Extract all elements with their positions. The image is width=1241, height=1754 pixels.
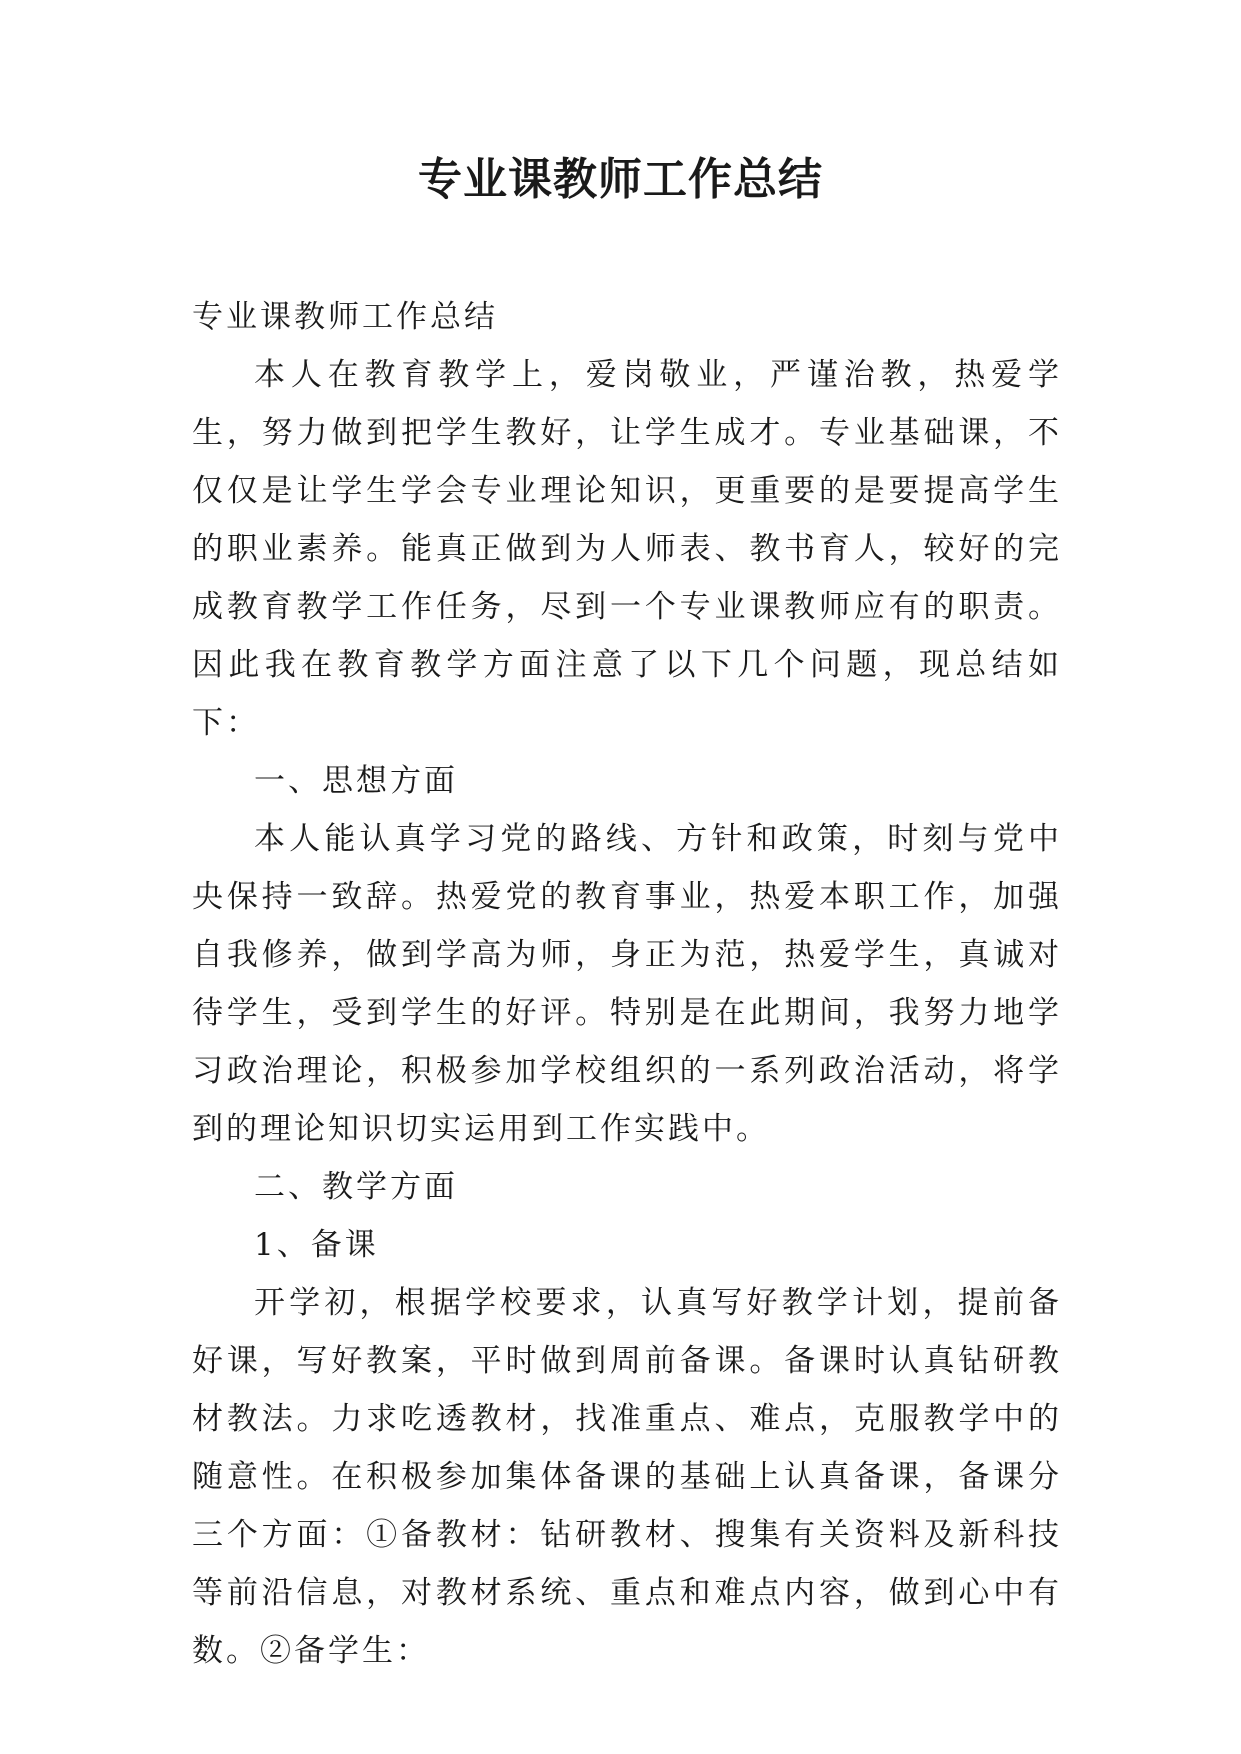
document-body xyxy=(192,288,1062,1680)
section-heading-thought: 一、思想方面 xyxy=(254,763,458,799)
paragraph-lesson-prep: 开学初，根据学校要求，认真写好教学计划，提前备好课，写好教案，平时做到周前备课。备课时认真钻研教材教法。力求吃透教材，找准重点、难点，克服教学中的随意性。在积极参加集体备课的基础上认真备课，备课分三个方面：①备教材：钻研教材、搜集有关资料及新科技等前沿信息，对教材系统、重点和难点内容，做到心中有数。②备学生： xyxy=(192,1285,1062,1669)
paragraph-thought: 本人能认真学习党的路线、方针和政策，时刻与党中央保持一致辞。热爱党的教育事业，热爱本职工作，加强自我修养，做到学高为师，身正为范，热爱学生，真诚对待学生，受到学生的好评。特别是在此期间，我努力地学习政治理论，积极参加学校组织的一系列政治活动，将学到的理论知识切实运用到工作实践中。 xyxy=(192,821,1062,1147)
paragraph-heading: 专业课教师工作总结 xyxy=(192,299,498,335)
subsection-heading-lesson-prep: 1、备课 xyxy=(254,1227,379,1263)
document-title: 专业课教师工作总结 xyxy=(418,154,823,205)
paragraph-intro: 本人在教育教学上，爱岗敬业，严谨治教，热爱学生，努力做到把学生教好，让学生成才。专业基础课，不仅仅是让学生学会专业理论知识，更重要的是要提高学生的职业素养。能真正做到为人师表、教书育人，较好的完成教育教学工作任务，尽到一个专业课教师应有的职责。因此我在教育教学方面注意了以下几个问题，现总结如下： xyxy=(192,357,1062,741)
section-heading-teaching: 二、教学方面 xyxy=(254,1169,458,1205)
